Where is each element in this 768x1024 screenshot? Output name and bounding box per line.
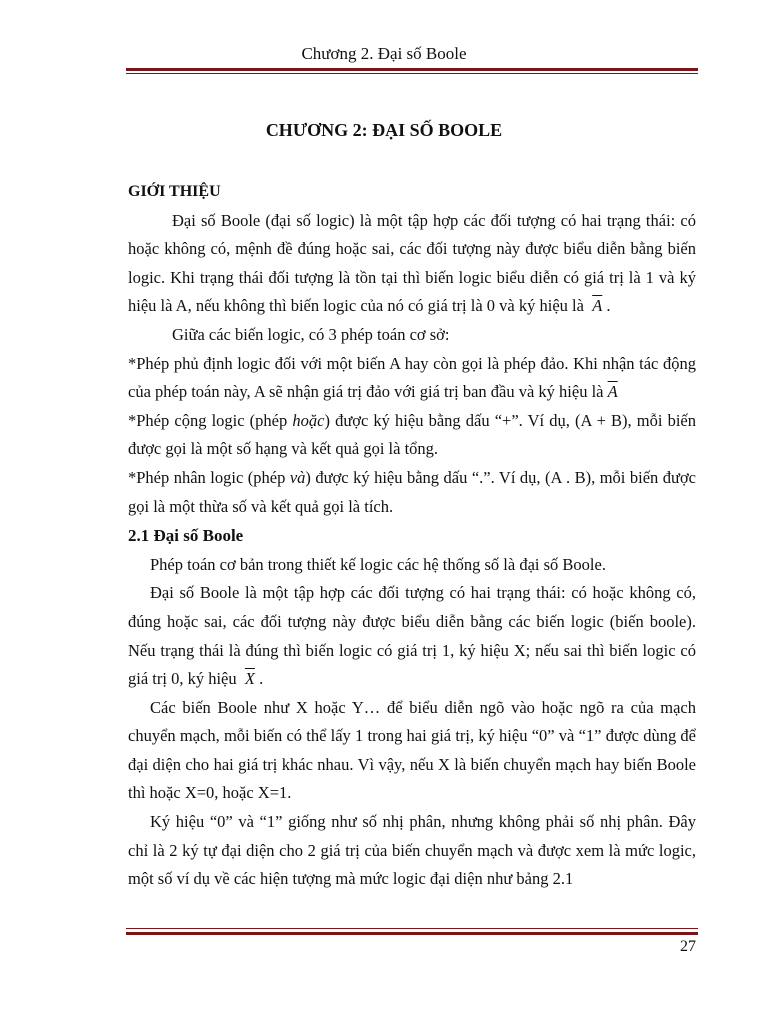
intro-p5-text-a: *Phép nhân logic (phép — [128, 467, 290, 487]
intro-paragraph-4 — [128, 407, 696, 464]
intro-p3-text: *Phép phủ định logic đối với một biến A hay còn gọi là phép đảo. Khi nhận tác động của phép toán này, A sẽ nhận giá trị đảo với giá trị ban đầu và ký hiệu là — [128, 353, 696, 402]
intro-p5-emphasis: và — [289, 467, 306, 487]
intro-paragraph-5 — [128, 464, 696, 521]
section-heading: 2.1 Đại số Boole — [128, 526, 244, 546]
page-body — [128, 178, 696, 894]
intro-paragraph-2: Giữa các biến logic, có 3 phép toán cơ sở: — [172, 324, 450, 344]
chapter-title: CHƯƠNG 2: ĐẠI SỐ BOOLE — [265, 120, 503, 140]
footer-rule-thick — [126, 932, 698, 935]
intro-paragraph-3 — [128, 350, 696, 407]
section-paragraph-2 — [128, 579, 696, 693]
section-p2-end: . — [254, 669, 264, 689]
header-rule-thick — [126, 68, 698, 71]
intro-p1-text: Đại số Boole (đại số logic) là một tập hợp các đối tượng có hai trạng thái: có hoặc không có, mệnh đề đúng hoặc sai, các đối tượng này được biểu diễn bằng biến logic. Khi trạng thái đối tượng là tồn tại thì biến logic biểu diễn có giá trị là 1 và ký hiệu là A, nếu không thì biến logic của nó có giá trị là 0 và ký hiệu là — [128, 210, 696, 316]
footer-rule-thin — [126, 928, 698, 929]
intro-p1-end: . — [602, 296, 611, 316]
page-number: 27 — [680, 938, 696, 955]
section-paragraph-3: Các biến Boole như X hoặc Y… để biểu diễn ngõ vào hoặc ngõ ra của mạch chuyển mạch, mỗi biến có thể lấy 1 trong hai giá trị, ký hiệu “0” và “1” được dùng để đại diện cho hai giá trị khác nhau. Vì vậy, nếu X là biến chuyển mạch hay biến Boole thì hoặc X=0, hoặc X=1. — [128, 697, 696, 803]
intro-p5-text-b: ) được ký hiệu bằng dấu “.”. Ví dụ, (A . B), mỗi biến được gọi là một thừa số và kết quả gọi là tích. — [128, 467, 696, 516]
not-a-symbol: $\overline{A}$ — [592, 296, 603, 316]
section-paragraph-4: Ký hiệu “0” và “1” giống như số nhị phân, nhưng không phải số nhị phân. Đây chỉ là 2 ký tự đại diện cho 2 giá trị của biến chuyển mạch và được xem là mức logic, một số ví dụ về các hiện tượng mà mức logic đại diện như bảng 2.1 — [128, 812, 696, 889]
intro-heading: GIỚI THIỆU — [128, 183, 221, 200]
intro-p4-emphasis: hoặc — [292, 410, 325, 430]
intro-paragraph-1 — [128, 207, 696, 321]
section-paragraph-1: Phép toán cơ bản trong thiết kế logic các hệ thống số là đại số Boole. — [150, 554, 606, 574]
running-header-title: Chương 2. Đại số Boole — [301, 44, 467, 63]
section-p2-text: Đại số Boole là một tập hợp các đối tượng có hai trạng thái: có hoặc không có, đúng hoặc sai, các đối tượng này được biểu diễn bằng các biến logic (biến boole). Nếu trạng thái là đúng thì biến logic có giá trị 1, ký hiệu X; nếu sai thì biến logic có giá trị 0, ký hiệu — [128, 583, 696, 689]
intro-p4-text-a: *Phép cộng logic (phép — [128, 410, 293, 430]
header-rule-thin — [126, 73, 698, 74]
not-a-symbol-2: $\overline{A}$ — [607, 382, 618, 402]
not-x-symbol: $\overline{X}$ — [244, 669, 255, 689]
intro-p4-text-b: ) được ký hiệu bằng dấu “+”. Ví dụ, (A + B), mỗi biến được gọi là một số hạng và kết quả gọi là tổng. — [128, 410, 696, 459]
